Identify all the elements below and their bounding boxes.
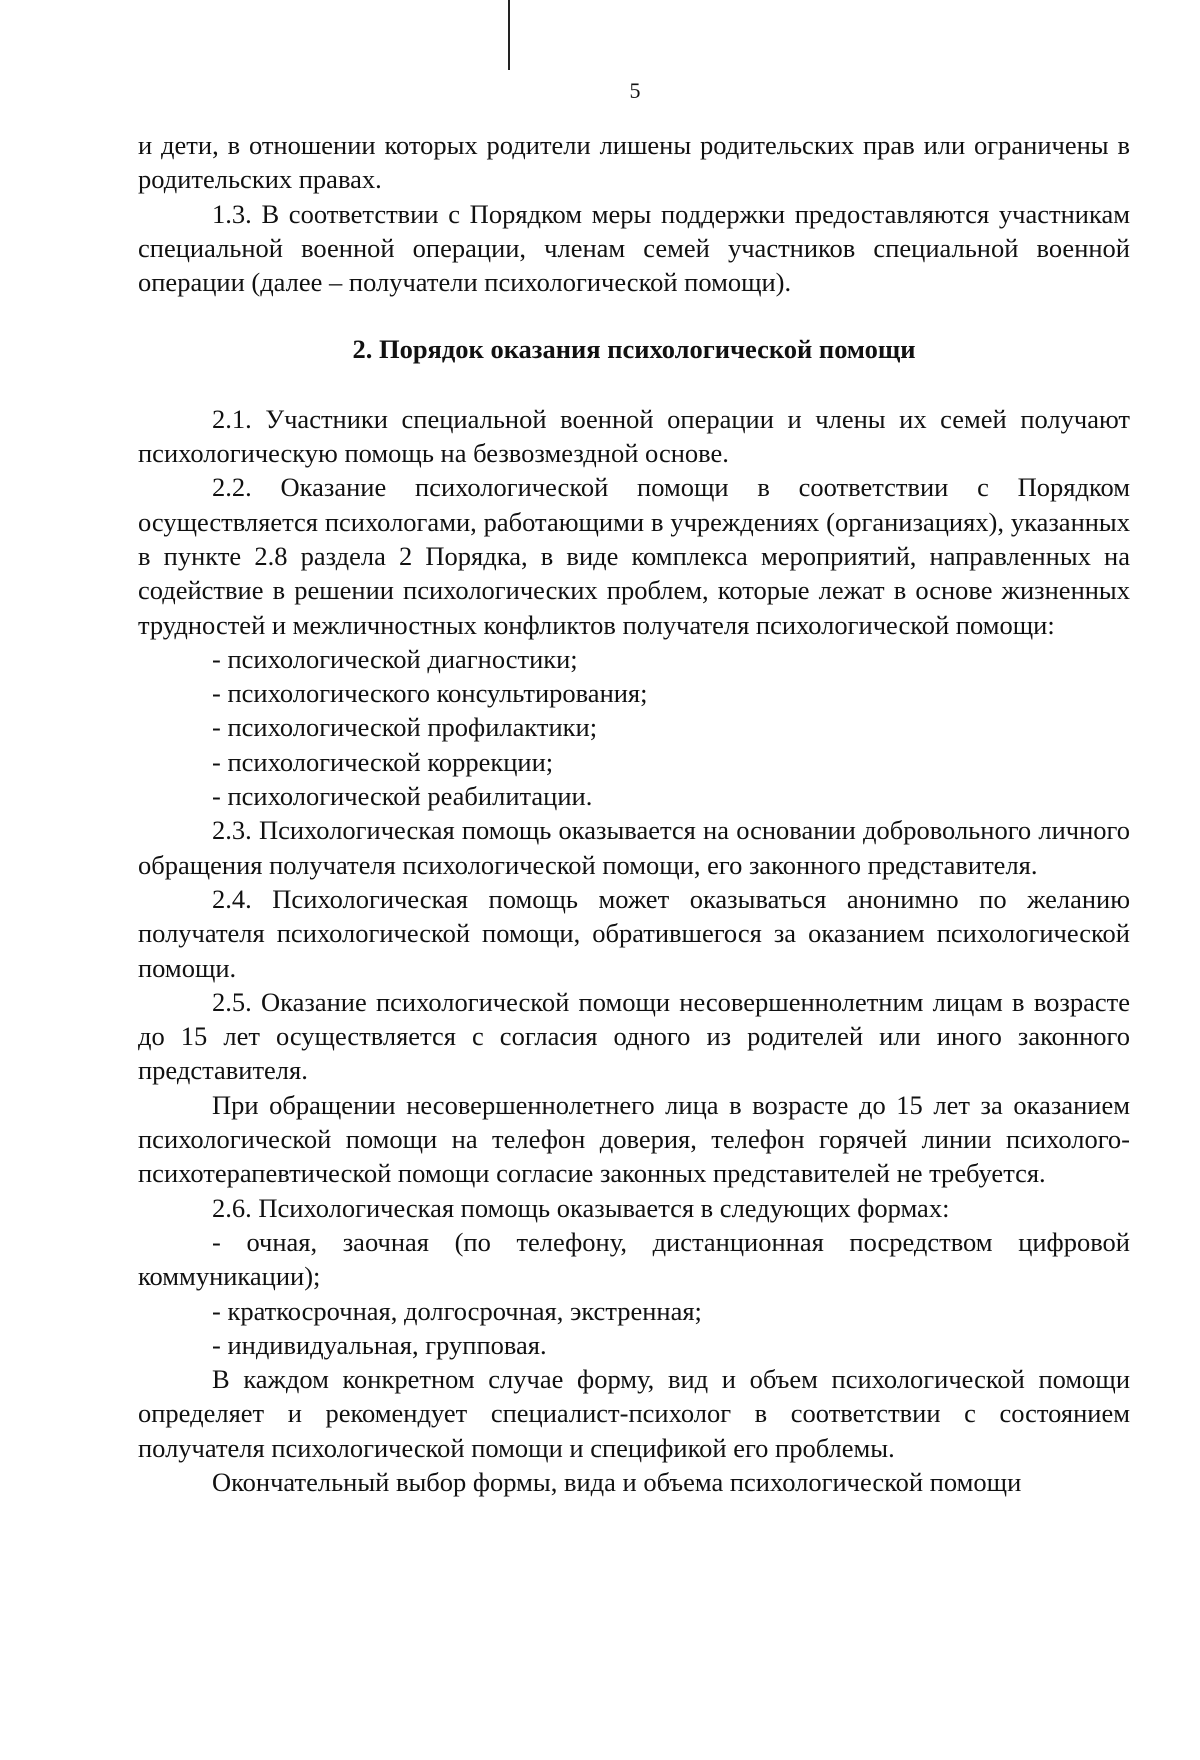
list-item: - психологической реабилитации. bbox=[212, 781, 593, 812]
paragraph-1-3: 1.3. В соответствии с Порядком меры поддержки предоставляются участникам специальной военной операции, членам семей участников специальной военной операции (далее – получатели психологической помощи). bbox=[138, 198, 1130, 298]
document-body bbox=[138, 128, 1130, 1499]
list-item: - психологической коррекции; bbox=[212, 746, 554, 777]
paragraph: При обращении несовершеннолетнего лица в возрасте до 15 лет за оказанием психологической помощи на телефон доверия, телефон горячей линии психолого-психотерапевтической помощи согласие законных представителей не требуется. bbox=[138, 1089, 1130, 1189]
list-item: - индивидуальная, групповая. bbox=[212, 1329, 547, 1360]
scan-artifact-line bbox=[508, 0, 510, 70]
list-item: - психологического консультирования; bbox=[212, 678, 648, 709]
paragraph-2-6: 2.6. Психологическая помощь оказывается в следующих формах: bbox=[212, 1192, 950, 1223]
paragraph-2-5: 2.5. Оказание психологической помощи несовершеннолетним лицам в возрасте до 15 лет осуществляется с согласия одного из родителей или иного законного представителя. bbox=[138, 986, 1130, 1086]
paragraph-2-2: 2.2. Оказание психологической помощи в соответствии с Порядком осуществляется психологами, работающими в учреждениях (организациях), указанных в пункте 2.8 раздела 2 Порядка, в виде комплекса мероприятий, направленных на содействие в решении психологических проблем, которые лежат в основе жизненных трудностей и межличностных конфликтов получателя психологической помощи: bbox=[138, 472, 1130, 640]
list-item: - очная, заочная (по телефону, дистанционная посредством цифровой коммуникации); bbox=[138, 1226, 1130, 1292]
list-item: - психологической диагностики; bbox=[212, 643, 578, 674]
paragraph: и дети, в отношении которых родители лишены родительских прав или ограничены в родительских правах. bbox=[138, 130, 1130, 195]
list-item: - психологической профилактики; bbox=[212, 712, 598, 743]
page-number: 5 bbox=[629, 78, 641, 103]
section-heading: 2. Порядок оказания психологической помощи bbox=[352, 334, 916, 365]
paragraph-2-1: 2.1. Участники специальной военной операции и члены их семей получают психологическую помощь на безвозмездной основе. bbox=[138, 403, 1130, 469]
paragraph: В каждом конкретном случае форму, вид и объем психологической помощи определяет и рекомендует специалист-психолог в соответствии с состоянием получателя психологической помощи и спецификой его проблемы. bbox=[138, 1364, 1130, 1463]
paragraph-2-4: 2.4. Психологическая помощь может оказываться анонимно по желанию получателя психологической помощи, обратившегося за оказанием психологической помощи. bbox=[138, 883, 1130, 983]
paragraph: Окончательный выбор формы, вида и объема психологической помощи bbox=[212, 1466, 1022, 1497]
list-item: - краткосрочная, долгосрочная, экстренная; bbox=[212, 1295, 702, 1326]
paragraph-2-3: 2.3. Психологическая помощь оказывается на основании добровольного личного обращения получателя психологической помощи, его законного представителя. bbox=[138, 815, 1130, 880]
